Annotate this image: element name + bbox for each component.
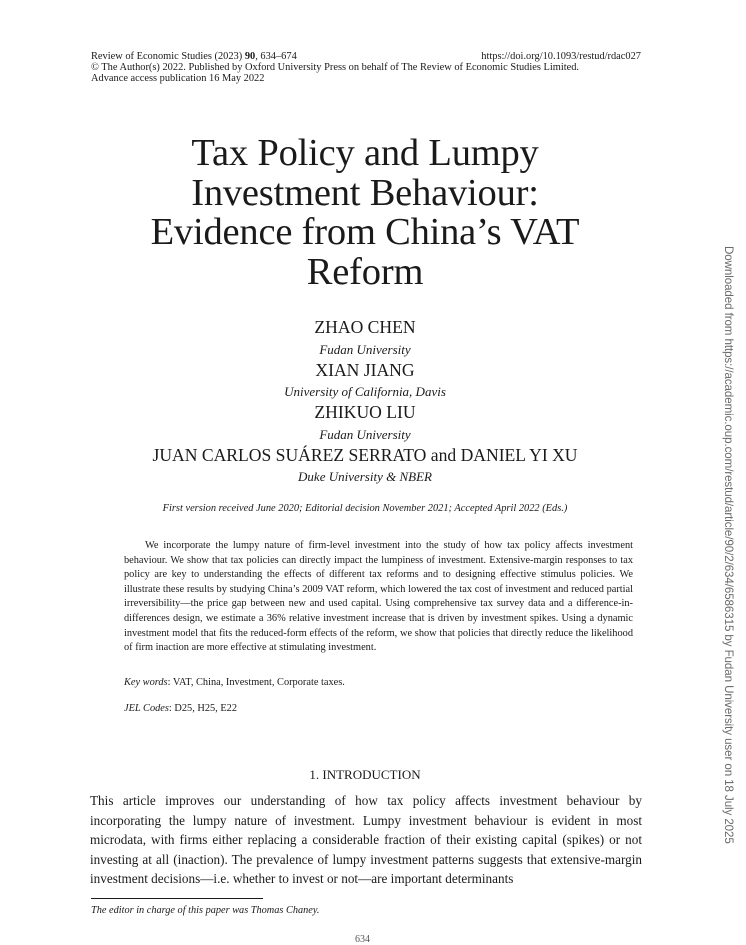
title-line: Tax Policy and Lumpy <box>191 132 539 174</box>
download-watermark: Downloaded from https://academic.oup.com/restud/article/90/2/634/6586315 by Fudan University user on 18 July 2025 <box>722 246 735 844</box>
author-affiliation: Duke University & NBER <box>298 469 432 484</box>
paragraph: This article improves our understanding of how tax policy affects investment behaviour by incorporating the lumpy nature of investment. Lumpy investment behaviour is evident in most microdata, with firms either replacing a considerable fraction of their existing capital (spikes) or not investing at all (inaction). The prevalence of lumpy investment patterns suggests that extensive-margin investment decisions—i.e. whether to invest or not—are important determinants <box>90 793 642 887</box>
title-line: Evidence from China’s VAT <box>150 211 580 253</box>
jel-codes <box>124 703 633 714</box>
author-name: JUAN CARLOS SUÁREZ SERRATO and DANIEL YI XU <box>152 444 578 465</box>
journal-name: Review of Economic Studies (2023) <box>91 51 245 62</box>
paper-title <box>100 134 630 292</box>
advance-access-line: Advance access publication 16 May 2022 <box>91 73 265 84</box>
journal-citation <box>91 51 297 63</box>
keywords-value: : VAT, China, Investment, Corporate taxes. <box>167 677 345 688</box>
title-line: Reform <box>306 250 424 293</box>
jel-value: : D25, H25, E22 <box>168 703 238 714</box>
jel-label: JEL Codes <box>124 703 169 714</box>
footnote-rule <box>91 898 263 899</box>
keywords-label: Key words <box>124 677 168 688</box>
doi-link[interactable]: https://doi.org/10.1093/restud/rdac027 <box>481 51 641 62</box>
footnote: The editor in charge of this paper was Thomas Chaney. <box>91 905 320 916</box>
volume: 90 <box>244 51 256 62</box>
title-line: Investment Behaviour: <box>191 171 539 214</box>
keywords <box>124 677 633 688</box>
author-name: ZHAO CHEN <box>314 317 416 337</box>
abstract-text: We incorporate the lumpy nature of firm-level investment into the study of how tax policy affects investment behaviour. We show that tax policies can directly impact the lumpiness of investment. Extensive-margin responses to tax policy are key to understanding the effects of different tax reforms and to designing effective stimulus policies. We illustrate these results by studying China’s 2009 VAT reform, which lowered the tax cost of investment and reduced partial irreversibility—the price gap between new and used capital. Using comprehensive tax survey data and a difference-in-differences design, we estimate a 36% relative investment increase that is driven by investment spikes. Using a dynamic investment model that fits the reduced-form effects of the reform, we show that policies that directly reduce the likelihood of firm inaction are more effective at stimulating investment. <box>124 540 633 654</box>
introduction-body <box>90 791 642 889</box>
journal-header <box>91 51 641 63</box>
abstract <box>124 539 633 656</box>
section-heading: 1. INTRODUCTION <box>309 767 421 782</box>
copyright-line: © The Author(s) 2022. Published by Oxford University Press on behalf of The Review of Economic Studies Limited. <box>91 62 580 73</box>
author-name: XIAN JIANG <box>315 359 415 380</box>
author-affiliation: Fudan University <box>319 426 411 442</box>
page-number: 634 <box>355 934 370 945</box>
received-dates: First version received June 2020; Editorial decision November 2021; Accepted April 2022 (Eds.) <box>162 503 568 514</box>
author-name: ZHIKUO LIU <box>314 402 416 422</box>
author-affiliation: University of California, Davis <box>284 384 446 399</box>
author-affiliation: Fudan University <box>319 341 411 357</box>
author-list <box>100 317 630 487</box>
page-range: , 634–674 <box>255 51 297 62</box>
